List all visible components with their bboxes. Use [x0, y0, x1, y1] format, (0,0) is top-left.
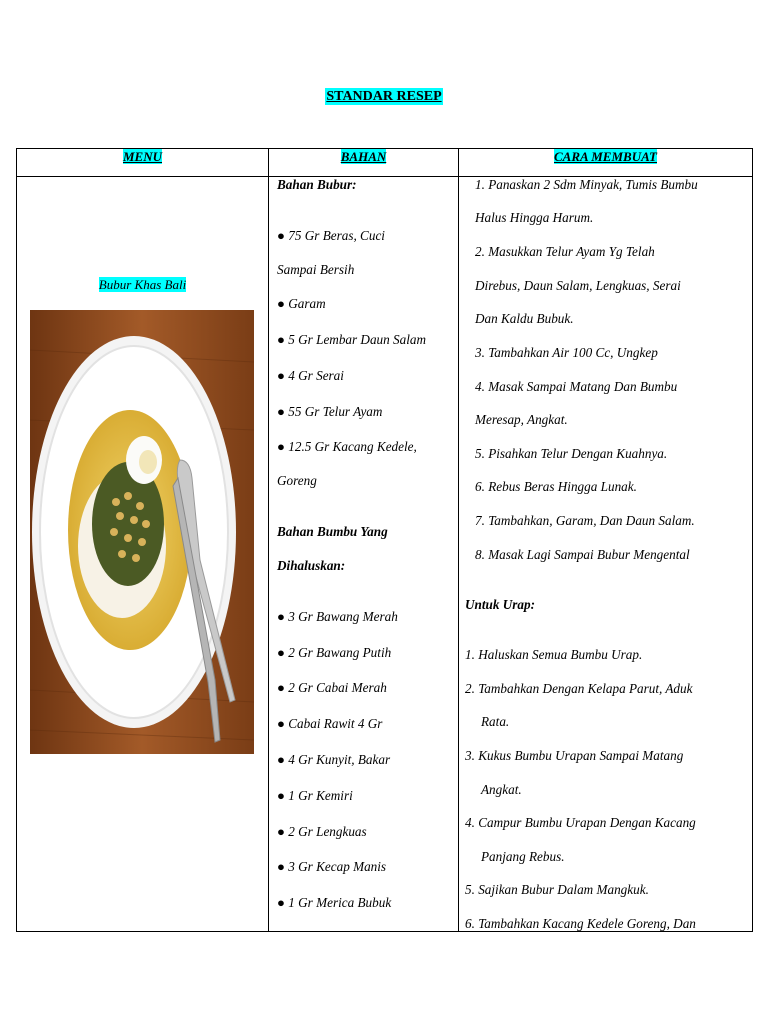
bahan-heading-bumbu-cont: Dihaluskan: — [277, 558, 346, 573]
list-item: 3. Tambahkan Air 100 Cc, Ungkep — [475, 345, 658, 360]
bahan-cell — [269, 177, 459, 932]
list-item: ● 1 Gr Kemiri — [277, 788, 353, 803]
header-cara-membuat: CARA MEMBUAT — [459, 149, 753, 177]
list-item: ● 2 Gr Lengkuas — [277, 824, 367, 839]
bahan-heading-bubur: Bahan Bubur: — [277, 177, 357, 192]
list-item: ● 55 Gr Telur Ayam — [277, 404, 383, 419]
urap-heading: Untuk Urap: — [465, 597, 535, 612]
table-row — [17, 177, 753, 932]
list-item: Rata. — [481, 714, 510, 729]
list-item: Halus Hingga Harum. — [475, 210, 594, 225]
cara-membuat-cell — [459, 177, 753, 932]
page-title-text: STANDAR RESEP — [326, 89, 442, 104]
list-item: 3. Kukus Bumbu Urapan Sampai Matang — [465, 748, 684, 763]
list-item: 5. Pisahkan Telur Dengan Kuahnya. — [475, 446, 668, 461]
list-item: Direbus, Daun Salam, Lengkuas, Serai — [475, 278, 681, 293]
list-item: Sampai Bersih — [277, 262, 355, 277]
list-item: ● 12.5 Gr Kacang Kedele, — [277, 439, 417, 454]
list-item: ● 75 Gr Beras, Cuci — [277, 228, 385, 243]
dish-photo-illustration — [30, 310, 254, 754]
dish-photo — [30, 310, 254, 754]
list-item: ● 1 Gr Merica Bubuk — [277, 895, 392, 910]
list-item: 8. Masak Lagi Sampai Bubur Mengental — [475, 547, 690, 562]
table-header-row — [17, 149, 753, 177]
list-item: 4. Campur Bumbu Urapan Dengan Kacang — [465, 815, 696, 830]
list-item: 1. Haluskan Semua Bumbu Urap. — [465, 647, 643, 662]
list-item: ● 5 Gr Lembar Daun Salam — [277, 332, 427, 347]
list-item: ● 3 Gr Kecap Manis — [277, 859, 387, 874]
list-item: ● Cabai Rawit 4 Gr — [277, 716, 383, 731]
list-item: ● 2 Gr Bawang Putih — [277, 645, 392, 660]
list-item: Dan Kaldu Bubuk. — [475, 311, 574, 326]
menu-name: Bubur Khas Bali — [98, 277, 187, 292]
list-item: ● 2 Gr Cabai Merah — [277, 680, 387, 695]
header-bahan: BAHAN — [269, 149, 459, 177]
list-item: ● 3 Gr Bawang Merah — [277, 609, 398, 624]
list-item: 6. Rebus Beras Hingga Lunak. — [475, 479, 637, 494]
list-item: 5. Sajikan Bubur Dalam Mangkuk. — [465, 882, 649, 897]
list-item: Angkat. — [481, 782, 522, 797]
header-menu: MENU — [17, 149, 269, 177]
list-item: 7. Tambahkan, Garam, Dan Daun Salam. — [475, 513, 695, 528]
list-item: 1. Panaskan 2 Sdm Minyak, Tumis Bumbu — [475, 177, 698, 192]
list-item: ● 4 Gr Kunyit, Bakar — [277, 752, 391, 767]
list-item: Meresap, Angkat. — [475, 412, 568, 427]
list-item: Goreng — [277, 473, 317, 488]
list-item: ● 4 Gr Serai — [277, 368, 344, 383]
recipe-table — [16, 148, 753, 932]
list-item: ● Garam — [277, 296, 326, 311]
list-item: 2. Masukkan Telur Ayam Yg Telah — [475, 244, 655, 259]
bahan-heading-bumbu: Bahan Bumbu Yang — [277, 524, 388, 539]
menu-cell — [17, 177, 269, 932]
page-title — [0, 87, 768, 105]
list-item: 4. Masak Sampai Matang Dan Bumbu — [475, 379, 678, 394]
list-item: Panjang Rebus. — [481, 849, 565, 864]
list-item: 6. Tambahkan Kacang Kedele Goreng, Dan — [465, 916, 696, 931]
list-item: 2. Tambahkan Dengan Kelapa Parut, Aduk — [465, 681, 693, 696]
